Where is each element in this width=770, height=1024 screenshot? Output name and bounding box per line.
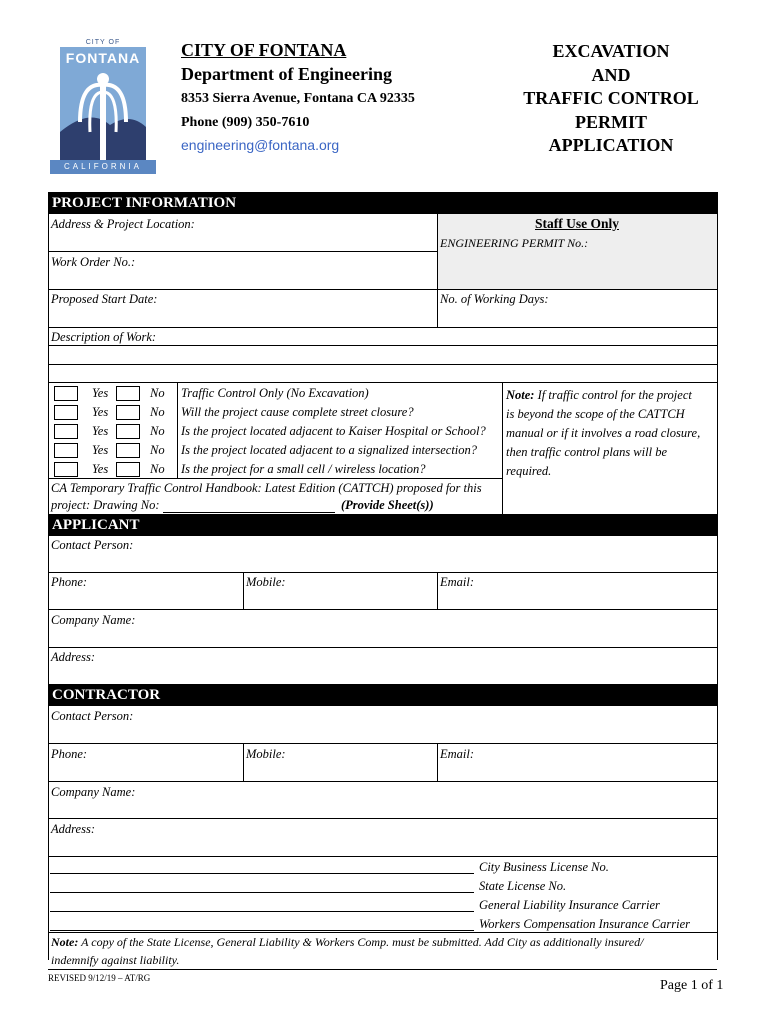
no-checkbox[interactable] (116, 443, 140, 460)
contractor-contact-label: Contact Person: (51, 709, 134, 723)
yes-label: Yes (92, 386, 109, 400)
yes-checkbox[interactable] (54, 424, 78, 441)
applicant-contact-input[interactable] (140, 538, 710, 568)
yes-label: Yes (92, 443, 109, 457)
title-line: AND (591, 64, 631, 85)
traffic-control-note (506, 386, 716, 481)
question-small-cell: Is the project for a small cell / wireless location? (181, 462, 426, 476)
yes-no-row (48, 424, 178, 443)
contractor-contact-input[interactable] (140, 709, 710, 739)
title-line: EXCAVATION (552, 41, 670, 61)
department-name: Department of Engineering (181, 64, 392, 84)
rule (48, 743, 717, 744)
yes-checkbox[interactable] (54, 386, 78, 403)
question-traffic-control-only: Traffic Control Only (No Excavation) (181, 386, 369, 400)
contractor-email-label: Email: (440, 747, 475, 761)
workers-comp-label: Workers Compensation Insurance Carrier (479, 917, 690, 931)
applicant-address-input[interactable] (100, 650, 710, 680)
title-line: APPLICATION (548, 135, 674, 155)
contractor-address-input[interactable] (100, 822, 710, 852)
applicant-address-label: Address: (51, 650, 95, 664)
rule (48, 572, 717, 573)
footer-note-text: A copy of the State License, General Liability & Workers Comp. must be submitted. Add City as additionally insured/ (81, 935, 644, 949)
yes-no-row (48, 443, 178, 462)
yes-label: Yes (92, 424, 109, 438)
border (437, 214, 438, 327)
title-line: TRAFFIC CONTROL (523, 88, 699, 108)
department-phone: Phone (909) 350-7610 (181, 115, 310, 130)
rule (48, 818, 717, 819)
yes-checkbox[interactable] (54, 462, 78, 479)
form-title (500, 40, 722, 158)
state-license-line[interactable] (50, 892, 474, 893)
description-of-work-line-2[interactable] (50, 347, 714, 362)
border (243, 743, 244, 781)
rule (48, 781, 717, 782)
state-license-label: State License No. (479, 879, 567, 893)
general-liability-label: General Liability Insurance Carrier (479, 898, 660, 912)
working-days-label: No. of Working Days: (440, 292, 549, 306)
city-business-license-line[interactable] (50, 873, 474, 874)
contractor-company-label: Company Name: (51, 785, 136, 799)
contractor-phone-label: Phone: (51, 747, 88, 761)
yes-label: Yes (92, 462, 109, 476)
contractor-mobile-label: Mobile: (246, 747, 286, 761)
proposed-start-date-label: Proposed Start Date: (51, 292, 158, 306)
project-information-heading: PROJECT INFORMATION (48, 192, 718, 214)
contractor-heading: CONTRACTOR (48, 684, 718, 706)
staff-use-label: Staff Use Only (535, 216, 619, 231)
no-checkbox[interactable] (116, 424, 140, 441)
applicant-email-label: Email: (440, 575, 475, 589)
department-address: 8353 Sierra Avenue, Fontana CA 92335 (181, 91, 415, 106)
footer-note (51, 935, 643, 950)
drawing-number-row (51, 498, 434, 513)
rule (48, 478, 502, 479)
yes-label: Yes (92, 405, 109, 419)
border (48, 536, 49, 684)
contractor-mobile-input[interactable] (290, 747, 434, 777)
footer-note-label: Note: (51, 935, 79, 949)
department-email-link[interactable]: engineering@fontana.org (181, 137, 340, 153)
applicant-phone-input[interactable] (90, 575, 238, 605)
yes-no-row (48, 386, 178, 405)
no-label: No (150, 443, 165, 457)
yes-checkbox[interactable] (54, 443, 78, 460)
question-signalized-intersection: Is the project located adjacent to a signalized intersection? (181, 443, 478, 457)
rule (48, 856, 717, 857)
contractor-phone-input[interactable] (90, 747, 238, 777)
cattch-statement: CA Temporary Traffic Control Handbook: Latest Edition (CATTCH) proposed for this (51, 481, 482, 495)
working-days-input[interactable] (560, 292, 710, 322)
applicant-mobile-input[interactable] (290, 575, 434, 605)
note-line: manual or if it involves a road closure, (506, 426, 701, 440)
drawing-number-input[interactable] (163, 500, 335, 513)
revision-stamp: REVISED 9/12/19 – AT/RG (48, 973, 151, 983)
page-number: Page 1 of 1 (660, 978, 724, 993)
rule (48, 969, 717, 970)
address-project-location-label: Address & Project Location: (51, 217, 195, 231)
applicant-mobile-label: Mobile: (246, 575, 286, 589)
contractor-company-input[interactable] (140, 785, 710, 815)
work-order-label: Work Order No.: (51, 255, 136, 269)
border (437, 572, 438, 609)
note-line: is beyond the scope of the CATTCH (506, 407, 685, 421)
drawing-number-label: project: Drawing No: (51, 498, 160, 512)
no-label: No (150, 462, 165, 476)
rule (48, 932, 717, 933)
engineering-permit-label: ENGINEERING PERMIT No.: (440, 236, 589, 250)
provide-sheets-label: (Provide Sheet(s)) (340, 498, 434, 512)
applicant-company-label: Company Name: (51, 613, 136, 627)
rule (48, 382, 717, 383)
note-line: then traffic control plans will be (506, 445, 667, 459)
footer-note-continued: indemnify against liability. (51, 953, 180, 967)
question-kaiser-school: Is the project located adjacent to Kaiser Hospital or School? (181, 424, 486, 438)
border (502, 382, 503, 514)
contractor-email-input[interactable] (480, 747, 710, 777)
applicant-phone-label: Phone: (51, 575, 88, 589)
rule (48, 345, 717, 346)
no-checkbox[interactable] (116, 386, 140, 403)
applicant-contact-label: Contact Person: (51, 538, 134, 552)
description-of-work-label: Description of Work: (51, 330, 157, 344)
description-of-work-input[interactable] (160, 330, 710, 345)
city-name: CITY OF FONTANA (181, 40, 347, 60)
general-liability-line[interactable] (50, 911, 474, 912)
workers-comp-line[interactable] (50, 930, 474, 931)
rule (48, 364, 717, 365)
no-checkbox[interactable] (116, 462, 140, 479)
rule (48, 327, 717, 328)
applicant-email-input[interactable] (480, 575, 710, 605)
rule (48, 609, 717, 610)
border (717, 214, 718, 514)
border (717, 536, 718, 684)
no-label: No (150, 424, 165, 438)
border (717, 706, 718, 960)
applicant-company-input[interactable] (140, 613, 710, 643)
border (243, 572, 244, 609)
no-checkbox[interactable] (116, 405, 140, 422)
applicant-heading: APPLICANT (48, 514, 718, 536)
note-line: required. (506, 464, 552, 478)
no-label: No (150, 386, 165, 400)
city-logo (50, 37, 156, 174)
contractor-address-label: Address: (51, 822, 95, 836)
border (437, 743, 438, 781)
city-business-license-label: City Business License No. (479, 860, 609, 874)
question-street-closure: Will the project cause complete street closure? (181, 405, 414, 419)
logo-bottom-text: CALIFORNIA (63, 162, 142, 171)
logo-city-text: FONTANA (65, 50, 141, 66)
rule (48, 647, 717, 648)
no-label: No (150, 405, 165, 419)
rule (48, 251, 437, 252)
work-order-input[interactable] (150, 255, 430, 285)
rule (48, 289, 717, 290)
yes-no-row (48, 405, 178, 424)
address-project-location-input[interactable] (50, 232, 434, 250)
note-line: If traffic control for the project (537, 388, 692, 402)
logo-top-text: CITY OF (85, 39, 121, 46)
yes-checkbox[interactable] (54, 405, 78, 422)
proposed-start-date-input[interactable] (170, 292, 430, 322)
title-line: PERMIT (575, 111, 647, 132)
note-label: Note: (506, 388, 535, 402)
border (48, 706, 49, 960)
